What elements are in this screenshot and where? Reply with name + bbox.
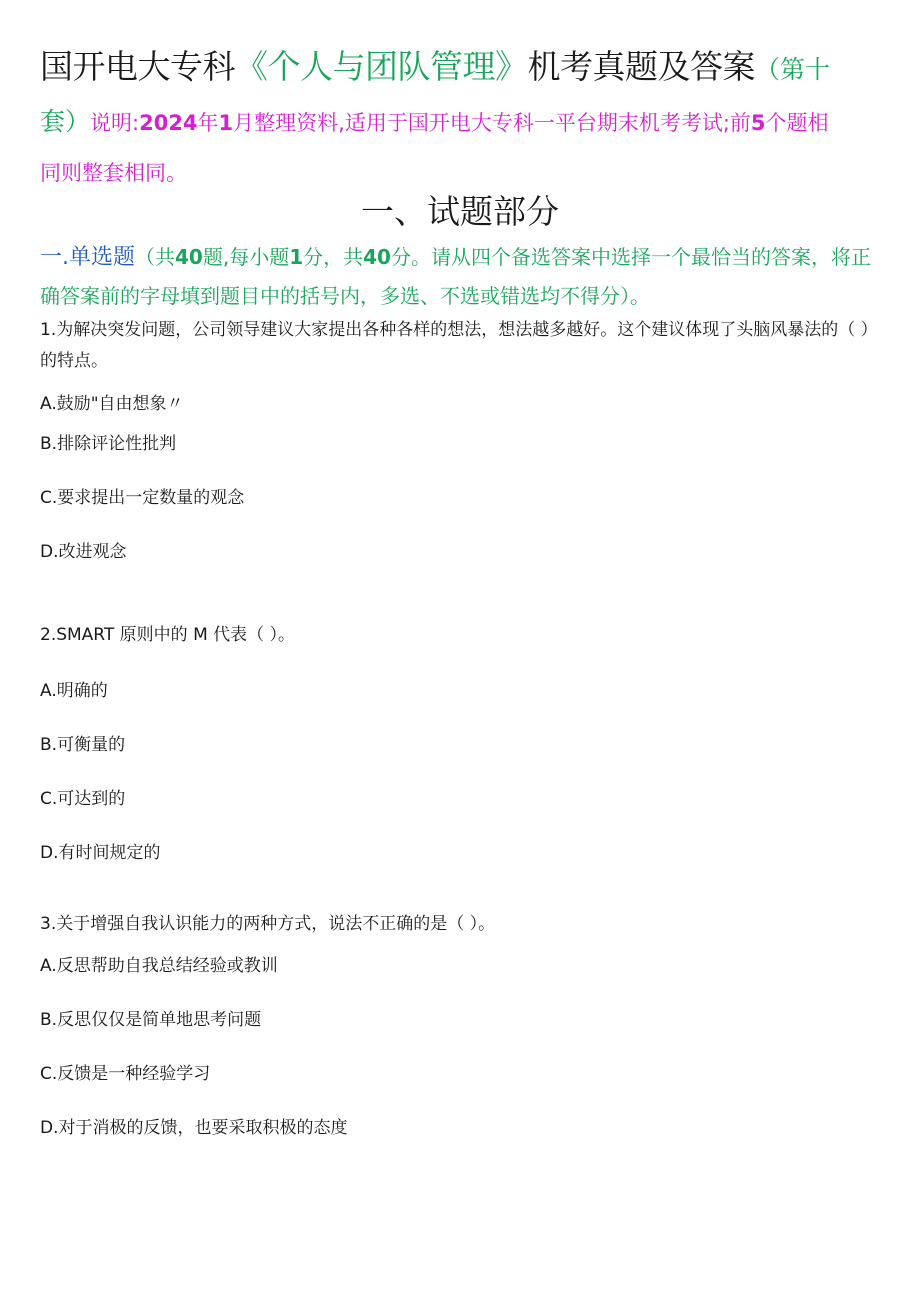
question-option: A.反思帮助自我总结经验或教训 <box>40 956 278 976</box>
title-suffix: 机考真题及答案 <box>527 47 755 86</box>
question-stem: 3.关于增强自我认识能力的两种方式，说法不正确的是（ ）。 <box>40 914 496 934</box>
note-end: 同则整套相同。 <box>40 161 187 185</box>
question-stem: 2.SMART 原则中的 M 代表（ ）。 <box>40 625 296 645</box>
question-option: C.反馈是一种经验学习 <box>40 1064 211 1084</box>
question-option: A.鼓励"自由想象〃 <box>40 394 184 414</box>
instruction-total-score: 40 <box>363 245 391 269</box>
note-year: 2024 <box>139 111 198 135</box>
note-body: 月整理资料,适用于国开电大专科一平台期末机考考试;前 <box>233 111 751 135</box>
question-option: B.可衡量的 <box>40 735 126 755</box>
instruction-text-a: （共 <box>135 245 175 269</box>
title-set-number-part2: 套） <box>40 107 91 136</box>
question-option: D.有时间规定的 <box>40 843 161 863</box>
question-option: B.反思仅仅是简单地思考问题 <box>40 1010 262 1030</box>
instruction-text-d: 分。请从四个备选答案中选择一个最恰当的答案，将正确答案前的字母填到题目中的括号内，多选、不选或错选均不得分）。 <box>40 245 871 308</box>
instruction-total-questions: 40 <box>175 245 203 269</box>
instruction-score-each: 1 <box>289 245 304 269</box>
section-heading: 一、试题部分 <box>361 192 559 231</box>
question-option: A.明确的 <box>40 681 108 701</box>
note-year-unit: 年 <box>197 111 219 135</box>
title-note <box>40 111 829 185</box>
title-course-name: 《个人与团队管理》 <box>235 47 528 86</box>
question-type-label: 一.单选题 <box>40 245 135 270</box>
note-label: 说明: <box>90 111 140 135</box>
note-count: 5 <box>750 111 766 135</box>
question-option: B.排除评论性批判 <box>40 434 177 454</box>
note-tail: 个题相 <box>765 111 829 135</box>
note-month: 1 <box>218 111 234 135</box>
instruction-text-c: 分，共 <box>303 245 364 269</box>
question-option: C.要求提出一定数量的观念 <box>40 488 245 508</box>
question-type-instruction <box>40 238 880 315</box>
title-prefix: 国开电大专科 <box>40 47 235 86</box>
question-option: C.可达到的 <box>40 789 126 809</box>
title-set-number-part1: （第十 <box>755 55 831 84</box>
question-option: D.对于消极的反馈，也要采取积极的态度 <box>40 1118 348 1138</box>
document-title <box>40 42 880 199</box>
question-option: D.改进观念 <box>40 542 127 562</box>
instruction-text-b: 题,每小题 <box>202 245 290 269</box>
question-stem: 1.为解决突发问题，公司领导建议大家提出各种各样的想法，想法越多越好。这个建议体现了头脑风暴法的（ ）的特点。 <box>40 320 878 371</box>
